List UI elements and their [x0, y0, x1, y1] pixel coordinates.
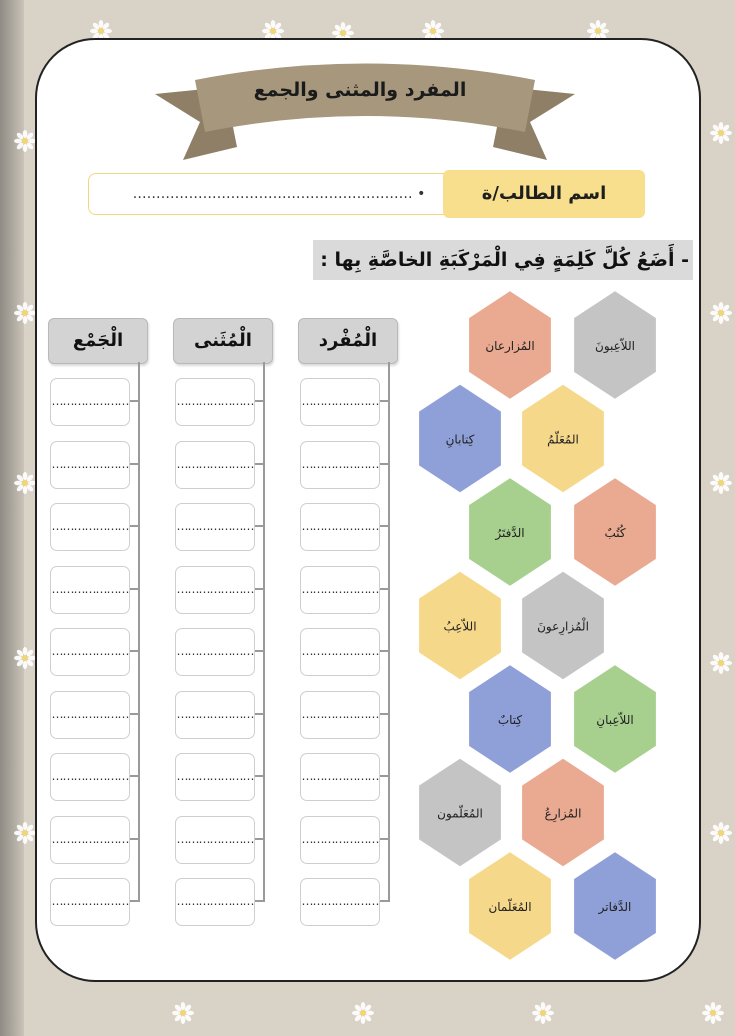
- answer-slot-dual[interactable]: …………………: [175, 753, 255, 801]
- slot-connector: [255, 713, 265, 715]
- flower-icon: [708, 470, 734, 496]
- word-hexagon[interactable]: [468, 664, 552, 774]
- flower-icon: [170, 1000, 196, 1026]
- answer-slot-plural[interactable]: …………………: [50, 566, 130, 614]
- word-hexagon[interactable]: [573, 664, 657, 774]
- slot-connector: [255, 650, 265, 652]
- answer-slot-plural[interactable]: …………………: [50, 691, 130, 739]
- answer-slot-dual[interactable]: …………………: [175, 566, 255, 614]
- slot-connector: [130, 400, 140, 402]
- word-hexagon[interactable]: [418, 571, 502, 681]
- word-label: اللاّعِبانِ: [596, 713, 634, 727]
- word-label: الدَّفتَرُ: [495, 526, 525, 540]
- word-label: المُعَلّمُ: [547, 432, 579, 447]
- flower-icon: [708, 300, 734, 326]
- slot-connector: [380, 775, 390, 777]
- slot-connector: [380, 525, 390, 527]
- word-label: الدَّفاتر: [598, 900, 632, 914]
- slot-connector: [255, 400, 265, 402]
- slot-connector: [380, 838, 390, 840]
- word-label: كُتُبٌ: [604, 526, 626, 540]
- slot-connector: [130, 713, 140, 715]
- word-hexagons: [405, 290, 675, 960]
- student-name-label: اسم الطالب/ة: [443, 170, 645, 218]
- word-hexagon[interactable]: [573, 477, 657, 587]
- word-hexagon[interactable]: [468, 290, 552, 400]
- answer-slot-singular[interactable]: …………………: [300, 566, 380, 614]
- answer-slot-plural[interactable]: …………………: [50, 878, 130, 926]
- answer-slot-dual[interactable]: …………………: [175, 441, 255, 489]
- slot-connector: [380, 650, 390, 652]
- slot-connector: [380, 400, 390, 402]
- answer-slot-singular[interactable]: …………………: [300, 878, 380, 926]
- slot-connector: [130, 588, 140, 590]
- answer-slot-dual[interactable]: …………………: [175, 878, 255, 926]
- flower-icon: [708, 650, 734, 676]
- word-label: المُزارعان: [485, 339, 535, 353]
- answer-slot-plural[interactable]: …………………: [50, 628, 130, 676]
- word-hexagon[interactable]: [521, 384, 605, 494]
- answer-slot-plural[interactable]: …………………: [50, 378, 130, 426]
- slot-connector: [255, 525, 265, 527]
- word-hexagon[interactable]: [521, 758, 605, 868]
- flower-icon: [700, 1000, 726, 1026]
- word-label: المُزارِعُ: [544, 806, 582, 821]
- slot-connector: [380, 900, 390, 902]
- word-hexagon[interactable]: [418, 758, 502, 868]
- answer-slot-dual[interactable]: …………………: [175, 503, 255, 551]
- answer-slot-plural[interactable]: …………………: [50, 753, 130, 801]
- slot-connector: [130, 650, 140, 652]
- slot-connector: [130, 463, 140, 465]
- flower-icon: [708, 120, 734, 146]
- word-label: المُعَلّمان: [488, 900, 532, 914]
- answer-slot-singular[interactable]: …………………: [300, 753, 380, 801]
- flower-icon: [530, 1000, 556, 1026]
- word-label: اللاّعِبُ: [443, 619, 477, 634]
- slot-connector: [255, 838, 265, 840]
- flower-icon: [708, 820, 734, 846]
- answer-slot-dual[interactable]: …………………: [175, 691, 255, 739]
- slot-connector: [130, 775, 140, 777]
- slot-connector: [130, 838, 140, 840]
- word-label: الْمُزارِعونَ: [537, 619, 589, 634]
- word-label: اللاّعِبونَ: [595, 339, 635, 353]
- word-label: كِتابانِ: [445, 432, 475, 447]
- answer-slot-singular[interactable]: …………………: [300, 503, 380, 551]
- answer-slot-singular[interactable]: …………………: [300, 378, 380, 426]
- answer-slot-singular[interactable]: …………………: [300, 816, 380, 864]
- answer-slot-plural[interactable]: …………………: [50, 503, 130, 551]
- answer-slot-singular[interactable]: …………………: [300, 441, 380, 489]
- slot-connector: [255, 900, 265, 902]
- page-title: المفرد والمثنى والجمع: [253, 79, 467, 101]
- slot-connector: [380, 463, 390, 465]
- answer-slot-dual[interactable]: …………………: [175, 628, 255, 676]
- word-hexagon[interactable]: [573, 290, 657, 400]
- word-hexagon[interactable]: [521, 571, 605, 681]
- student-name-row: [88, 170, 645, 218]
- word-label: كِتابٌ: [497, 713, 523, 727]
- answer-slot-plural[interactable]: …………………: [50, 816, 130, 864]
- flower-icon: [350, 1000, 376, 1026]
- answer-slot-singular[interactable]: …………………: [300, 628, 380, 676]
- column-connector-plural: [138, 362, 140, 901]
- answer-slot-plural[interactable]: …………………: [50, 441, 130, 489]
- word-hexagon[interactable]: [468, 477, 552, 587]
- slot-connector: [255, 775, 265, 777]
- student-name-field[interactable]: • ……………………………………………………: [88, 173, 470, 215]
- word-hexagon[interactable]: [418, 384, 502, 494]
- column-connector-dual: [263, 362, 265, 901]
- answer-slot-dual[interactable]: …………………: [175, 378, 255, 426]
- slot-connector: [130, 525, 140, 527]
- column-header-dual: الْمُثَنى: [173, 318, 273, 364]
- answer-slot-dual[interactable]: …………………: [175, 816, 255, 864]
- word-label: المُعَلّمون: [437, 806, 483, 821]
- answer-slot-singular[interactable]: …………………: [300, 691, 380, 739]
- slot-connector: [130, 900, 140, 902]
- slot-connector: [380, 713, 390, 715]
- slot-connector: [380, 588, 390, 590]
- column-header-singular: الْمُفْرد: [298, 318, 398, 364]
- column-connector-singular: [388, 362, 390, 901]
- word-hexagon[interactable]: [468, 851, 552, 960]
- instruction-text: - أَضَعُ كُلَّ كَلِمَةٍ فِي الْمَرْكَبَةِ الخاصَّةِ بِها :: [313, 240, 693, 280]
- slot-connector: [255, 463, 265, 465]
- page-spine: [0, 0, 24, 1036]
- slot-connector: [255, 588, 265, 590]
- column-header-plural: الْجَمْع: [48, 318, 148, 364]
- word-hexagon[interactable]: [573, 851, 657, 960]
